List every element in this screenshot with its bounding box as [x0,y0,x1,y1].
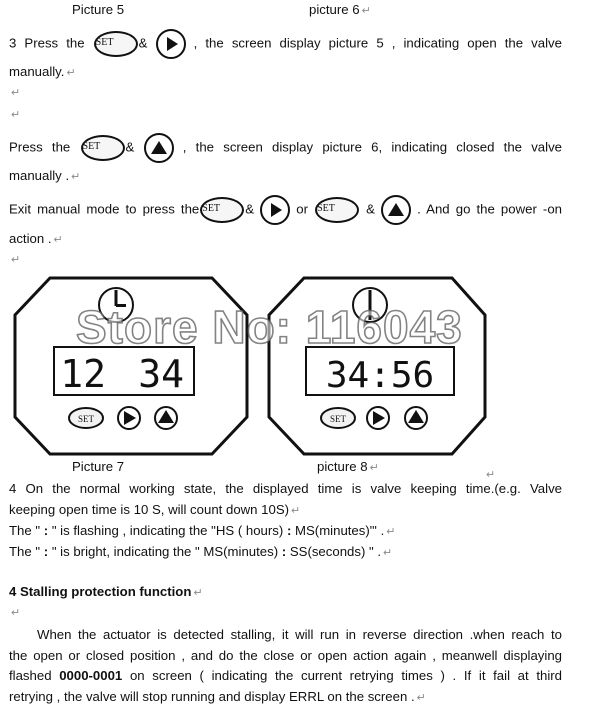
item4-line2: keeping open time is 10 S, will count down 10S) ↵ [9,502,301,517]
stall-line3: flashed 0000-0001 on screen ( indicating the current retrying times ) . If it fail at third [9,668,562,683]
item4-line1: 4 On the normal working state, the displayed time is valve keeping time.(e.g. Valve [9,481,562,496]
return-mark: ↵ [11,254,21,266]
stall-line2: the open or closed position , and do the close or open action again , meanwell displaying [9,648,562,663]
return-mark: ↵ [11,87,21,99]
caption-picture-8: picture 8 ↵ [317,459,379,474]
caption-picture-6: picture 6 ↵ [309,2,371,17]
up-arrow-icon [146,135,172,161]
svg-text:SET: SET [329,414,347,424]
svg-text:SET: SET [77,414,95,424]
return-mark: ↵ [11,607,21,619]
up-arrow-button-icon [144,133,174,163]
set-button-icon: SET [315,197,359,223]
section-heading-stalling: 4 Stalling protection function ↵ [9,584,203,599]
caption-picture-7: Picture 7 [72,459,125,474]
store-watermark: Store No: 116043 [76,301,463,353]
right-arrow-icon [262,197,288,223]
stall-line1: When the actuator is detected stalling, it will run in reverse direction .when reach to [37,627,562,642]
set-button-icon: SET [94,31,138,57]
item4-line4: The " : " is bright, indicating the " MS(minutes) : SS(seconds) " . ↵ [9,544,393,559]
exit-manual-line2: action . ↵ [9,231,63,246]
exit-manual-line: Exit manual mode to press the SET & or SET & . And go the power -on [9,195,562,225]
press-close-line: Press the SET & , the screen display picture 6, indicating closed the valve [9,133,562,163]
step3-line: 3 Press the SET & , the screen display picture 5 , indicating open the valve [9,29,562,59]
right-arrow-button-icon [156,29,186,59]
lcd-time: 34:56 [325,355,435,396]
caption-picture-5: Picture 5 [72,2,125,17]
return-mark: ↵ [11,109,21,121]
item4-line3: The " : " is flashing , indicating the "HS ( hours) : MS(minutes)"' . ↵ [9,523,396,538]
set-button-icon: SET [200,197,244,223]
press-close-line2: manually . ↵ [9,168,81,183]
up-arrow-icon [383,197,409,223]
step3-line2: manually. ↵ [9,64,76,79]
lcd-hours: 12 [60,352,106,396]
lcd-minutes: 34 [138,352,184,396]
right-arrow-button-icon [260,195,290,225]
return-mark: ↵ [486,469,496,481]
set-button-icon: SET [81,135,125,161]
up-arrow-button-icon [381,195,411,225]
stall-line4: retrying , the valve will stop running and display ERRL on the screen . ↵ [9,689,426,704]
right-arrow-icon [158,31,184,57]
